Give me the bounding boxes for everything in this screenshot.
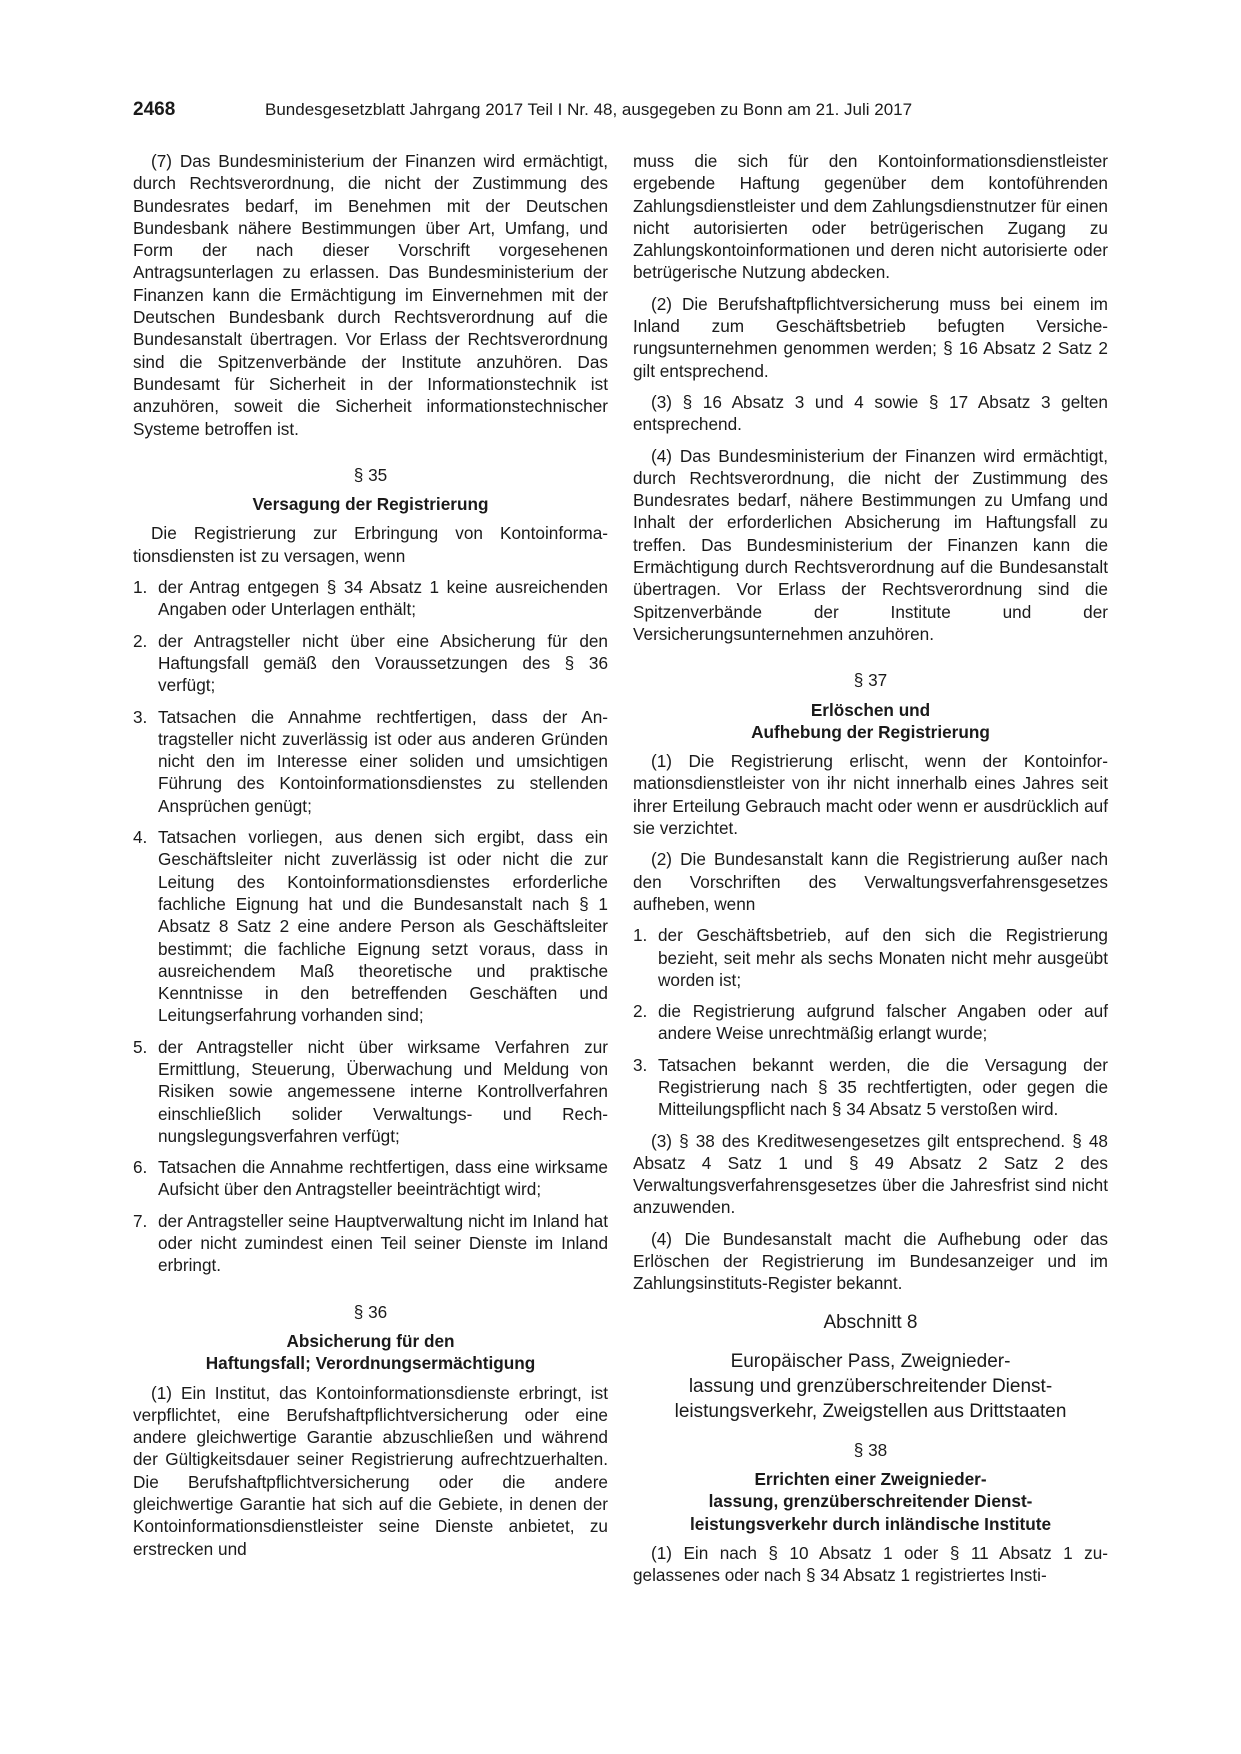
section-35-list: [133, 576, 608, 1277]
list-item: 2. der Antragsteller nicht über eine Absicherung für den Haftungsfall gemäß den Voraussetzungen des § 36 verfügt;: [133, 630, 608, 696]
section-34-paragraph-7: (7) Das Bundesministerium der Finanzen wird ermächtigt, durch Rechtsverordnung, die nicht der Zustimmung des Bundesrates bedarf, im Benehmen mit der Deutschen Bundesbank nähere Bestimmungen über Art, Umfang, und Form der nach dieser Vorschrift vorgesehenen Antragsunterlagen zu erlassen. Das Bundesministerium der Finanzen kann die Ermächtigung im Einvernehmen mit der Deutschen Bundesbank durch Rechtsverordnung auf die Bundesanstalt übertragen. Vor Erlass der Rechtsverordnung sind die Spitzenverbände der Institute anzuhören. Das Bundesamt für Sicherheit in der Informationstechnik ist anzuhören, soweit die Sicherheit informationstechnischer Systeme betroffen ist.: [133, 151, 608, 439]
section-37-list: [633, 924, 1108, 1120]
left-column: [133, 150, 608, 1569]
section-37-paragraph-1: (1) Die Registrierung erlischt, wenn der Kontoinformationsdienstleister von ihr nicht innerhalb eines Jahres seit ihrer Erteilung Gebrauch macht oder wenn er ausdrücklich auf sie verzichtet.: [633, 751, 1108, 839]
part-title: Europäischer Pass, Zweignieder- lassung und grenzüberschreitender Dienst- leistungsverkehr, Zweigstellen aus Drittstaaten: [674, 1350, 1067, 1422]
section-number-36: § 36: [353, 1301, 388, 1322]
section-37-paragraph-4: (4) Die Bundesanstalt macht die Aufhebung oder das Erlöschen der Registrierung im Bundesanzeiger und im Zahlungsinstituts-Register bekannt.: [633, 1228, 1108, 1294]
running-head: Bundesgesetzblatt Jahrgang 2017 Teil I Nr. 48, ausgegeben zu Bonn am 21. Juli 2017: [265, 100, 913, 119]
section-38-paragraph-1: (1) Ein nach § 10 Absatz 1 oder § 11 Absatz 1 zugelassenes oder nach § 34 Absatz 1 registriertes Insti-: [633, 1542, 1108, 1586]
section-36-paragraph-2: (2) Die Berufshaftpflichtversicherung muss bei einem im Inland zum Geschäftsbetrieb befugten Versicherungsunternehmen genommen werden; § 16 Absatz 2 Satz 2 gilt entsprechend.: [633, 293, 1108, 381]
page-header: [133, 99, 1108, 127]
list-item: 3. Tatsachen bekannt werden, die die Versagung der Registrierung nach § 35 rechtfertigten, oder gegen die Mitteilungspflicht nach § 34 Absatz 5 verstoßen wird.: [633, 1054, 1108, 1120]
section-36-paragraph-1-continued: muss die sich für den Kontoinformationsdienstleister ergebende Haftung gegenüber dem kontoführenden Zahlungsdienstleister und dem Zahlungsdienstnutzer für einen nicht autorisierten oder betrügerischen Zugang zu Zahlungskontoinformationen und deren nicht autorisierte oder betrügerische Nutzung abdecken.: [633, 151, 1108, 283]
list-item: 6. Tatsachen die Annahme rechtfertigen, dass eine wirksame Aufsicht über den Antragsteller beeinträchtigt wird;: [133, 1157, 608, 1200]
part-number: Abschnitt 8: [823, 1311, 918, 1333]
section-36-paragraph-3: (3) § 16 Absatz 3 und 4 sowie § 17 Absatz 3 gelten entsprechend.: [633, 391, 1108, 435]
section-title-38: Errichten einer Zweignieder- lassung, grenzüberschreitender Dienst- leistungsverkehr durch inländische Institute: [689, 1468, 1052, 1534]
list-item: 7. der Antragsteller seine Hauptverwaltung nicht im Inland hat oder nicht zumindest einen Teil seiner Dienste im Inland erbringt.: [133, 1210, 608, 1276]
section-number-35: § 35: [353, 464, 388, 485]
section-number-37: § 37: [853, 670, 888, 691]
list-item: 1. der Antrag entgegen § 34 Absatz 1 keine ausreichenden Angaben oder Unterlagen enthält;: [133, 577, 608, 620]
section-number-38: § 38: [853, 1439, 888, 1460]
section-35-intro: Die Registrierung zur Erbringung von Kontoinformationsdiensten ist zu versagen, wenn: [133, 523, 608, 566]
section-36-paragraph-1: (1) Ein Institut, das Kontoinformationsdienste erbringt, ist verpflichtet, eine Berufshaftpflichtversicherung oder eine andere gleichwertige Garantie abzuschließen und während der Gültigkeitsdauer seiner Registrierung aufrechtzuerhalten. Die Berufshaftpflichtversicherung oder die andere gleichwertige Garantie hat sich auf die Gebiete, in denen der Kontoinformationsdienstleister seine Dienste anbietet, zu erstrecken und: [133, 1382, 608, 1559]
list-item: 5. der Antragsteller nicht über wirksame Verfahren zur Ermittlung, Steuerung, Überwachung und Meldung von Risiken sowie angemessene interne Kontrollverfahren einschließlich solider Verwaltungs- und Rechnungslegungsverfahren verfügt;: [133, 1036, 608, 1146]
page-number: 2468: [133, 99, 176, 120]
list-item: 4. Tatsachen vorliegen, aus denen sich ergibt, dass ein Geschäftsleiter nicht zuverlässig ist oder nicht die zur Leitung des Kontoinformationsdienstes erforderliche fachliche Eignung hat und die Bundesanstalt nach § 1 Absatz 8 Satz 2 eine andere Person als Geschäftsleiter bestimmt; die fachliche Eignung setzt voraus, dass in ausreichendem Maß theoretische und praktische Kenntnisse in den betreffenden Geschäften und Leitungserfahrung vorhanden sind;: [133, 827, 608, 1026]
list-item: 2. die Registrierung aufgrund falscher Angaben oder auf andere Weise unrechtmäßig erlangt wurde;: [633, 1001, 1108, 1044]
list-item: 3. Tatsachen die Annahme rechtfertigen, dass der Antragsteller nicht zuverlässig ist oder aus anderen Gründen nicht den im Interesse einer soliden und umsichtigen Führung des Kontoinformationsdienstes zu stellenden Ansprüchen genügt;: [133, 706, 608, 816]
list-item: 1. der Geschäftsbetrieb, auf den sich die Registrierung bezieht, seit mehr als sechs Monaten nicht mehr ausgeübt worden ist;: [633, 925, 1108, 990]
section-title-35: Versagung der Registrierung: [252, 494, 489, 515]
right-column: [633, 150, 1108, 1595]
section-title-37: Erlöschen und Aufhebung der Registrierung: [751, 699, 990, 742]
section-36-paragraph-4: (4) Das Bundesministerium der Finanzen wird ermächtigt, durch Rechtsverordnung, die nicht der Zustimmung des Bundesrates bedarf, nähere Bestimmungen zu Umfang und Inhalt der erforderlichen Absicherung im Haftungsfall zu treffen. Das Bundesministerium der Finanzen kann die Ermächtigung durch Rechtsverordnung auf die Bundesanstalt übertragen. Vor Erlass der Rechtsverordnung sind die Spitzenverbände der Institute und der Versicherungsunternehmen anzuhören.: [633, 445, 1108, 644]
section-title-36: Absicherung für den Haftungsfall; Verordnungsermächtigung: [205, 1330, 536, 1374]
section-37-paragraph-2: (2) Die Bundesanstalt kann die Registrierung außer nach den Vorschriften des Verwaltungsverfahrensgesetzes aufheben, wenn: [633, 849, 1108, 914]
section-37-paragraph-3: (3) § 38 des Kreditwesengesetzes gilt entsprechend. § 48 Absatz 4 Satz 1 und § 49 Absatz 2 Satz 2 des Verwaltungsverfahrensgesetzes über die Jahresfrist sind nicht anzuwenden.: [633, 1130, 1108, 1218]
